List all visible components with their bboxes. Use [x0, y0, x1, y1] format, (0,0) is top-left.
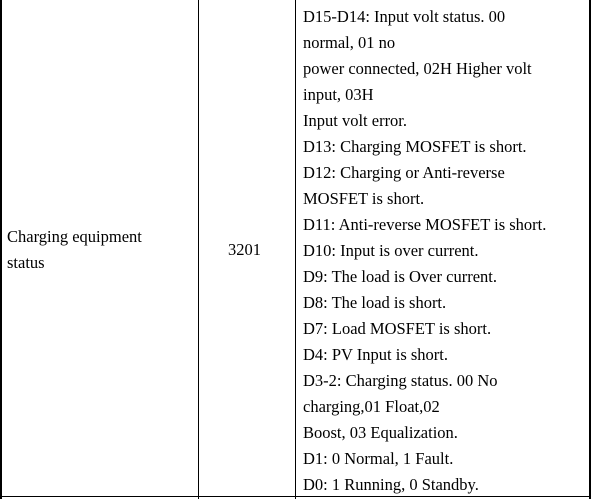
description-line: D0: 1 Running, 0 Standby.: [303, 475, 479, 494]
description-line: D11: Anti-reverse MOSFET is short.: [303, 215, 547, 234]
description-line: D9: The load is Over current.: [303, 267, 497, 286]
description-line: D7: Load MOSFET is short.: [303, 319, 492, 338]
description-line: D12: Charging or Anti-reverse: [303, 163, 505, 182]
description-line: D1: 0 Normal, 1 Fault.: [303, 449, 454, 468]
description-line: D3-2: Charging status. 00 No: [303, 371, 498, 390]
description-line: D8: The load is short.: [303, 293, 447, 312]
description-line: MOSFET is short.: [303, 189, 425, 208]
description-line: Input volt error.: [303, 111, 408, 130]
description-line: normal, 01 no: [303, 33, 396, 52]
description-line: D4: PV Input is short.: [303, 345, 449, 364]
description-cell: [303, 4, 546, 498]
description-line: input, 03H: [303, 85, 374, 104]
variable-name-cell: [7, 224, 142, 276]
register-address-cell: 3201: [228, 240, 261, 259]
variable-name-line: status: [7, 253, 45, 272]
table-left-border: [0, 0, 2, 499]
variable-name-line: Charging equipment: [7, 227, 142, 246]
description-line: power connected, 02H Higher volt: [303, 59, 532, 78]
description-line: charging,01 Float,02: [303, 397, 440, 416]
description-line: D15-D14: Input volt status. 00: [303, 7, 506, 26]
table-right-border: [589, 0, 591, 499]
description-line: Boost, 03 Equalization.: [303, 423, 458, 442]
description-line: D13: Charging MOSFET is short.: [303, 137, 527, 156]
column-divider-2: [295, 0, 296, 499]
description-line: D10: Input is over current.: [303, 241, 479, 260]
column-divider-1: [198, 0, 199, 499]
